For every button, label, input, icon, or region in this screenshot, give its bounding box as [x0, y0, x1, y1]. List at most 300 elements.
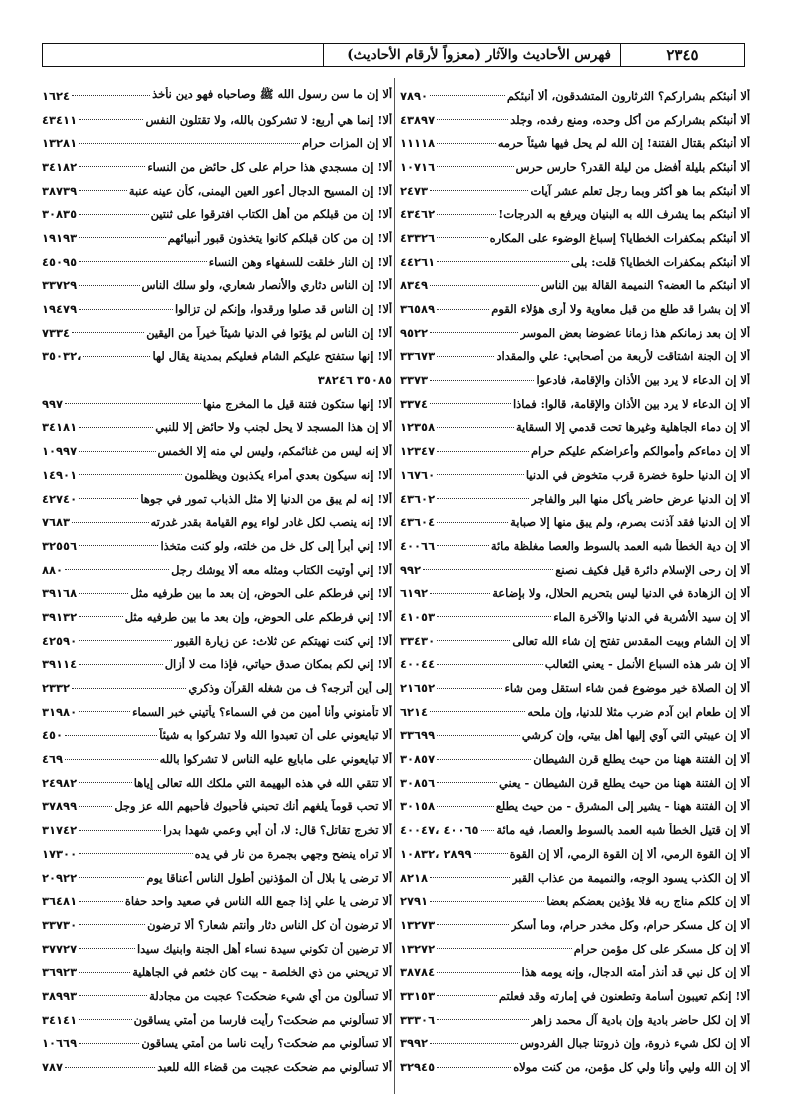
index-entry: [400, 108, 750, 132]
index-entry: [400, 368, 750, 392]
hadith-number: ١٩١٩٣: [42, 230, 78, 245]
hadith-text: ألا! إن الناس قد صلوا ورقدوا، وإنكم لن تزالوا: [174, 302, 392, 317]
hadith-number: ٣٣٧٢٩: [42, 278, 78, 293]
hadith-text: ألا إن الدعاء لا يرد بين الأذان والإقامة، قالوا: فماذا: [512, 396, 750, 411]
hadith-number: ٣٩٩٢: [400, 1036, 429, 1051]
leader-dots: [437, 451, 529, 452]
leader-dots: [430, 190, 528, 191]
leader-dots: [79, 1043, 139, 1044]
leader-dots: [437, 924, 509, 925]
index-entry: [42, 747, 392, 771]
leader-dots: [79, 190, 127, 191]
leader-dots: [65, 1067, 155, 1068]
index-entry: [400, 463, 750, 487]
hadith-number: ٣٨٩٩٣: [42, 988, 78, 1003]
index-entry: [400, 345, 750, 369]
hadith-number: ٦٢١٤: [400, 704, 429, 719]
hadith-number: ١٢٣٤٧: [400, 444, 436, 459]
index-entry: [42, 297, 392, 321]
hadith-text: ألا إن ما سن رسول الله ﷺ وصاحباه فهو دين نأخذ: [152, 87, 392, 102]
index-entry: [42, 1055, 392, 1079]
index-entry: [400, 558, 750, 582]
leader-dots: [79, 285, 139, 286]
hadith-text: ألا! إني لكم بمكان صدق حياتي، فإذا مت لا أزال: [164, 657, 392, 672]
index-entry: [400, 1008, 750, 1032]
index-entry: [400, 700, 750, 724]
leader-dots: [430, 1043, 518, 1044]
hadith-text: ألا تسألوني مم ضحكت عجبت من قضاء الله للعبد: [157, 1060, 392, 1075]
hadith-text: ألا! إن مسجدي هذا حرام على كل حائض من النساء: [147, 159, 392, 174]
index-entry: [400, 984, 750, 1008]
hadith-number: ٣٩١٣٢: [42, 609, 78, 624]
hadith-number: ٣٣٧٣٠: [42, 917, 78, 932]
hadith-number: ٤٣٤٦٢: [400, 207, 436, 222]
hadith-text: ألا! إني كنت نهيتكم عن ثلاث: عن زيارة القبور: [173, 633, 392, 648]
hadith-number: ٣٨٧٣٩: [42, 183, 78, 198]
leader-dots: [437, 1067, 511, 1068]
leader-dots: [79, 806, 112, 807]
hadith-number: ١٩٤٧٩: [42, 302, 78, 317]
leader-dots: [437, 143, 496, 144]
leader-dots: [72, 332, 144, 333]
leader-dots: [72, 95, 150, 96]
hadith-number: ٣١٩٨٠: [42, 704, 78, 719]
leader-dots: [437, 119, 508, 120]
hadith-text: ألا إن بشرا قد طلع من قبل معاوية ولا أرى هؤلاء القوم: [491, 302, 750, 317]
leader-dots: [79, 616, 123, 617]
index-entry: [400, 155, 750, 179]
hadith-number: ٣١٧٤٢: [42, 823, 78, 838]
hadith-number: ١٧٣٠٠: [42, 846, 78, 861]
hadith-number: ٣٠٨٥٦: [400, 775, 436, 790]
hadith-text: ألا! إنه لم يبق من الدنيا إلا مثل الذباب تمور في جوها: [140, 491, 392, 506]
hadith-text: ألا! إنه ينصب لكل غادر لواء يوم القيامة بقدر غدرته: [150, 515, 392, 530]
hadith-number: ١٦٧٦٠: [400, 467, 436, 482]
hadith-text: ألا إن المزات حرام: [301, 136, 392, 151]
index-entry: [400, 510, 750, 534]
hadith-number: ٤٣٦٠٢: [400, 491, 436, 506]
index-entry: [42, 842, 392, 866]
hadith-number: ٤٦٩: [42, 752, 64, 767]
hadith-text: ألا إن الدعاء لا يرد بين الأذان والإقامة، فادعوا: [536, 373, 750, 388]
index-entry: [42, 226, 392, 250]
hadith-text: ألا! إني فرطكم على الحوض، وإن بعد ما بين طرفيه مثل: [124, 609, 392, 624]
hadith-text: ألا إن دية الخطأ شبه العمد بالسوط والعصا مغلظة مائة: [490, 538, 750, 553]
leader-dots: [79, 214, 149, 215]
hadith-text: ألا تبايعوني على مابايع عليه الناس لا تشركوا بالله: [159, 752, 392, 767]
hadith-number: ٤٣٣٢٦: [400, 230, 436, 245]
index-entry: [42, 653, 392, 677]
hadith-number: ٨٢١٨: [400, 870, 429, 885]
index-entry: [400, 439, 750, 463]
leader-dots: [437, 261, 569, 262]
hadith-number: ٦١٩٢: [400, 586, 429, 601]
leader-dots: [437, 545, 489, 546]
leader-dots: [79, 143, 300, 144]
hadith-text: ألا أنبئكم ما العضه؟ النميمة القالة بين الناس: [540, 278, 750, 293]
hadith-number: ٤٢٥٩٠: [42, 633, 78, 648]
hadith-text: ألا أنبئكم بشراركم؟ الثرثارون المتشدقون، ألا أنبئكم: [506, 88, 750, 103]
index-entry: [400, 202, 750, 226]
leader-dots: [437, 806, 494, 807]
hadith-text: ألا إن قتيل الخطأ شبه العمد بالسوط والعصا، فيه مائة: [496, 823, 750, 838]
leader-dots: [79, 782, 132, 783]
hadith-text: إلى أين أترجه؟ ف من شغله القرآن وذكري: [188, 681, 392, 696]
hadith-number: ٣٣٦٧٣: [400, 349, 436, 364]
hadith-number: ٤١٠٥٣: [400, 609, 436, 624]
hadith-number: ٣٣٧٤: [400, 396, 429, 411]
index-entry: [400, 960, 750, 984]
hadith-number: ٣٣١٥٣: [400, 988, 436, 1003]
index-entry: [42, 913, 392, 937]
hadith-number: ١٢٣٥٨: [400, 420, 436, 435]
leader-dots: [79, 1019, 132, 1020]
hadith-text: ألا تراه ينضح وجهي بجمرة من نار في يده: [194, 846, 392, 861]
hadith-number: ٨٣٤٩: [400, 278, 429, 293]
leader-dots: [79, 995, 147, 996]
leader-dots: [430, 403, 511, 404]
leader-dots: [72, 688, 186, 689]
hadith-number: ٢٠٩٢٢: [42, 870, 78, 885]
index-entry: [400, 795, 750, 819]
index-entry: [400, 274, 750, 298]
hadith-number: ٣٦٤٨١: [42, 894, 78, 909]
hadith-number: ٣٣٦٩٩: [400, 728, 436, 743]
hadith-number: ١٤٩٠١: [42, 467, 78, 482]
leader-dots: [437, 427, 514, 428]
leader-dots: [430, 877, 510, 878]
index-entry: [42, 1008, 392, 1032]
leader-dots: [437, 237, 488, 238]
leader-dots: [430, 95, 505, 96]
index-entry: [400, 771, 750, 795]
hadith-number: ٤٣٦٠٤: [400, 515, 436, 530]
index-entry: [400, 913, 750, 937]
hadith-text: ألا ترضى يا علي إذا جمع الله الناس في صعيد واحد حفاة: [124, 894, 392, 909]
index-entry: [42, 274, 392, 298]
hadith-text: ألا! إن الناس دثاري والأنصار شعاري، ولو سلك الناس: [141, 278, 392, 293]
index-entry: [42, 605, 392, 629]
hadith-number: ٤٢٧٤٠: [42, 491, 78, 506]
index-entry: [42, 558, 392, 582]
hadith-text: ألا إن الدنيا حلوة خضرة قرب متخوض في الدنيا: [525, 467, 750, 482]
hadith-text: ألا! إن من قبلكم من أهل الكتاب افترقوا على ثنتين: [150, 207, 392, 222]
index-entry: [400, 84, 750, 108]
hadith-text: ألا! إني أبرأ إلى كل خل من خلته، ولو كنت متخذا: [160, 538, 392, 553]
hadith-text: ألا تريحني من ذي الخلصة - بيت كان خثعم في الجاهلية: [132, 965, 392, 980]
leader-dots: [79, 972, 130, 973]
hadith-text: ألا! إني أوتيت الكتاب ومثله معه ألا يوشك رجل: [171, 562, 392, 577]
hadith-text: ألا إن لكل شيء ذروة، وإن ذروتنا جبال الفردوس: [520, 1036, 750, 1051]
index-entry: [400, 866, 750, 890]
leader-dots: [430, 711, 525, 712]
leader-dots: [79, 498, 138, 499]
index-entry: [42, 416, 392, 440]
hadith-number: ٣٥٠٣٢،: [42, 349, 82, 364]
leader-dots: [79, 664, 163, 665]
hadith-number: ١٣٢٧٣: [400, 917, 436, 932]
leader-dots: [437, 616, 551, 617]
hadith-number: ٢١٦٥٢: [400, 681, 436, 696]
hadith-text: ألا إن الكذب يسود الوجه، والنميمة من عذاب القبر: [511, 870, 750, 885]
leader-dots: [79, 640, 172, 641]
hadith-number: ٤٣٤١١: [42, 112, 78, 127]
hadith-number: ٢٧٩١: [400, 894, 429, 909]
page-header: [42, 43, 745, 67]
hadith-text: ألا! إنه سيكون بعدي أمراء يكذبون ويظلمون: [184, 467, 392, 482]
hadith-number: ٨٨٠: [42, 562, 64, 577]
hadith-number: ٧٨٩٠: [400, 88, 429, 103]
hadith-number: ٣٩١١٤: [42, 657, 78, 672]
hadith-text: ألا إن لكل حاضر بادية وإن بادية آل محمد زاهر: [530, 1012, 750, 1027]
hadith-text: ألا إن الصلاة خير موضوع فمن شاء استقل ومن شاء: [504, 681, 750, 696]
leader-dots: [79, 853, 192, 854]
leader-dots: [79, 261, 207, 262]
index-entry: [42, 889, 392, 913]
index-entry: [400, 534, 750, 558]
hadith-number: ٣٦٥٨٩: [400, 302, 436, 317]
index-entry: [400, 416, 750, 440]
hadith-number: ٣٥٠٨٥ ٣٨٢٤٦: [317, 373, 392, 388]
leader-dots: [79, 309, 173, 310]
hadith-text: ألا ترضين أن تكوني سيدة نساء أهل الجنة وابنيك سيدا: [137, 941, 392, 956]
leader-dots: [79, 593, 128, 594]
page-title: فهرس الأحاديث والآثار (معزواً لأرقام الأحاديث): [323, 44, 621, 66]
leader-dots: [79, 237, 166, 238]
hadith-text: ألا إن طعام ابن آدم ضرب مثلا للدنيا، وإن ملحه: [527, 704, 750, 719]
hadith-text: ألا! إنها ستكون فتنة قيل ما المخرج منها: [203, 396, 392, 411]
hadith-number: ٢٤٧٣: [400, 183, 429, 198]
hadith-text: ألا إن الزهادة في الدنيا ليس بتحريم الحلال، ولا بإضاعة: [492, 586, 750, 601]
hadith-text: ألا إن كل نبي قد أنذر أمته الدجال، وإنه يومه هذا: [521, 965, 750, 980]
hadith-text: ألا إن سيد الأشربة في الدنيا والآخرة الماء: [553, 609, 750, 624]
index-entry: [42, 1032, 392, 1056]
hadith-number: ٣٣٣٠٦: [400, 1012, 436, 1027]
hadith-number: ٤٠٠٦٥ ،٤٠٠٤٧: [400, 823, 479, 838]
hadith-text: ألا إن شر هذه السباع الأنمل - يعني الثعالب: [544, 657, 750, 672]
page-number: ٢٣٤٥: [620, 44, 744, 66]
hadith-text: ألا إن بعد زمانكم هذا زمانا عضوضا بعض الموسر: [520, 325, 750, 340]
index-entry: [42, 724, 392, 748]
hadith-text: ألا إنه ليس من غنائمكم، وليس لي منه إلا الخمس: [157, 444, 392, 459]
index-entry: [42, 463, 392, 487]
leader-dots: [79, 545, 158, 546]
leader-dots: [437, 166, 513, 167]
hadith-number: ٩٩٧: [42, 396, 64, 411]
index-entry: [42, 131, 392, 155]
index-entry: [400, 297, 750, 321]
hadith-text: ألا إن هذا المسجد لا يحل لجنب ولا حائض إلا للنبي: [155, 420, 392, 435]
leader-dots: [437, 474, 524, 475]
leader-dots: [437, 1019, 529, 1020]
index-entry: [42, 155, 392, 179]
index-entry: [42, 937, 392, 961]
hadith-number: ١٣٢٨١: [42, 136, 78, 151]
hadith-number: ٤٠٠٦٦: [400, 538, 436, 553]
index-entry: [42, 629, 392, 653]
hadith-text: ألا! إنما هي أربع: لا تشركون بالله، ولا تقتلون النفس: [145, 112, 392, 127]
leader-dots: [430, 332, 518, 333]
leader-dots: [65, 403, 201, 404]
hadith-text: ألا إن الجنة اشتاقت لأربعة من أصحابي: علي والمقداد: [496, 349, 750, 364]
hadith-number: ٧٦٨٣: [42, 515, 71, 530]
hadith-number: ١٠٩٩٧: [42, 444, 78, 459]
leader-dots: [430, 901, 544, 902]
index-entry: [42, 84, 392, 108]
hadith-number: ٤٥٠٩٥: [42, 254, 78, 269]
hadith-number: ١٦٢٤: [42, 88, 71, 103]
index-entry: [42, 108, 392, 132]
index-entry: [42, 795, 392, 819]
hadith-text: ألا ترضون أن كل الناس دثار وأنتم شعار؟ ألا ترضون: [147, 917, 392, 932]
index-entry: [42, 439, 392, 463]
index-entry: [400, 842, 750, 866]
hadith-text: ألا تأمنوني وأنا أمين من في السماء؟ يأتيني خبر السماء: [132, 704, 392, 719]
hadith-text: ألا إن الفتنة ههنا من حيث يطلع قرن الشيطان - يعني: [498, 775, 750, 790]
hadith-text: ألا! إنها ستفتح عليكم الشام فعليكم بمدينة يقال لها: [152, 349, 392, 364]
index-entry: [42, 534, 392, 558]
leader-dots: [83, 356, 150, 357]
hadith-text: ألا إن كلكم مناج ربه فلا يؤذين بعضكم بعضا: [546, 894, 750, 909]
hadith-number: ٩٥٢٢: [400, 325, 429, 340]
hadith-text: ألا إن كل مسكر حرام، وكل مخدر حرام، وما أسكر: [510, 917, 750, 932]
hadith-number: ٣٧٨٩٩: [42, 799, 78, 814]
index-entry: [42, 368, 392, 392]
leader-dots: [430, 285, 539, 286]
leader-dots: [65, 735, 157, 736]
index-entry: [42, 984, 392, 1008]
index-entry: [42, 960, 392, 984]
leader-dots: [437, 995, 497, 996]
column-divider: [394, 78, 395, 1094]
hadith-text: ألا إن الدنيا عرض حاضر يأكل منها البر والفاجر: [531, 491, 750, 506]
index-entry: [42, 179, 392, 203]
index-entry: [400, 653, 750, 677]
index-entry: [400, 179, 750, 203]
hadith-text: ألا إن الشام وبيت المقدس تفتح إن شاء الله تعالى: [512, 633, 750, 648]
index-entry: [400, 226, 750, 250]
leader-dots: [65, 759, 158, 760]
index-entry: [400, 392, 750, 416]
hadith-text: ألا أنبئكم بما هو أكثر وبما رجل تعلم عشر آيات: [530, 183, 750, 198]
hadith-text: ألا تتقي الله في هذه البهيمة التي ملكك الله تعالى إياها: [133, 775, 392, 790]
index-entry: [400, 889, 750, 913]
index-entry: [400, 937, 750, 961]
hadith-number: ٣٤١٨٢: [42, 159, 78, 174]
leader-dots: [79, 948, 135, 949]
leader-dots: [437, 522, 508, 523]
index-entry: [400, 629, 750, 653]
hadith-text: ألا تسألوني مم ضحكت؟ رأيت ناسا من أمتي يساقون: [141, 1036, 392, 1051]
hadith-text: ألا أنبئكم بمكفرات الخطايا؟ قلت: بلى: [570, 254, 750, 269]
hadith-text: ألا! إني فرطكم على الحوض، إن بعد ما بين طرفيه مثل: [130, 586, 392, 601]
hadith-number: ٣٣٧٣: [400, 373, 429, 388]
hadith-number: ١٠٧١٦: [400, 159, 436, 174]
hadith-number: ٢٤٩٨٢: [42, 775, 78, 790]
leader-dots: [437, 972, 519, 973]
index-entry: [400, 605, 750, 629]
hadith-number: ٧٨٧: [42, 1060, 64, 1075]
hadith-text: ألا تبايعوني على أن تعبدوا الله ولا تشركوا به شيئاً: [159, 728, 392, 743]
hadith-text: ألا أنبئكم بمكفرات الخطايا؟ إسباغ الوضوء على المكاره: [489, 230, 750, 245]
hadith-text: ألا إن الفتنة ههنا - يشير إلى المشرق - من حيث يطلع: [495, 799, 750, 814]
hadith-number: ٣٠١٥٨: [400, 799, 436, 814]
leader-dots: [474, 853, 508, 854]
index-entry: [400, 250, 750, 274]
leader-dots: [79, 830, 161, 831]
hadith-number: ٣٤١٨١: [42, 420, 78, 435]
leader-dots: [72, 522, 148, 523]
hadith-text: ألا! إن من كان قبلكم كانوا يتخذون قبور أنبيائهم: [167, 230, 392, 245]
hadith-text: ألا أنبئكم بشراركم من أكل وحده، ومنع رفده، وجلد: [510, 112, 750, 127]
hadith-text: ألا إن القوة الرمي، ألا إن القوة الرمي، ألا إن القوة: [509, 846, 750, 861]
hadith-text: ألا! إن المسيح الدجال أعور العين اليمنى، كأن عينه عنبة: [128, 183, 392, 198]
hadith-text: ألا إن دماء الجاهلية وغيرها تحت قدمي إلا السقاية: [515, 420, 750, 435]
hadith-number: ٣٤١٤١: [42, 1012, 78, 1027]
index-entry: [400, 1032, 750, 1056]
leader-dots: [430, 380, 534, 381]
index-entry: [42, 581, 392, 605]
index-entry: [42, 202, 392, 226]
hadith-text: ألا! إن الناس لم يؤتوا في الدنيا شيئاً خيراً من اليقين: [146, 325, 392, 340]
hadith-number: ٣٢٩٤٥: [400, 1060, 436, 1075]
index-entry: [42, 700, 392, 724]
leader-dots: [79, 119, 143, 120]
leader-dots: [437, 688, 502, 689]
hadith-number: ٤٣٨٩٧: [400, 112, 436, 127]
hadith-number: ٣٢٥٥٦: [42, 538, 78, 553]
hadith-number: ٣٣٤٣٠: [400, 633, 436, 648]
hadith-text: ألا أنبئكم بليلة أفضل من ليلة القدر؟ حارس حرس: [515, 159, 750, 174]
index-entry: [42, 676, 392, 700]
index-entry: [42, 345, 392, 369]
hadith-text: ألا أنبئكم بقتال الفتنة! إن الله لم يحل فيها شيئاً حرمه: [497, 136, 750, 151]
index-entry: [400, 724, 750, 748]
index-entry: [42, 250, 392, 274]
hadith-text: ألا إن الفتنة ههنا من حيث يطلع قرن الشيطان: [533, 752, 750, 767]
leader-dots: [430, 593, 490, 594]
hadith-text: ألا تخرج تقاتل؟ قال: لا، أن أبي وعمي شهدا بدرا: [163, 823, 392, 838]
hadith-number: ٩٩٢: [400, 562, 422, 577]
leader-dots: [437, 498, 529, 499]
hadith-number: ٣٩١٦٨: [42, 586, 78, 601]
leader-dots: [79, 427, 153, 428]
hadith-number: ٣٠٨٥٧: [400, 752, 436, 767]
index-entry: [42, 392, 392, 416]
leader-dots: [437, 948, 572, 949]
hadith-number: ٧٣٣٤: [42, 325, 71, 340]
leader-dots: [79, 711, 130, 712]
hadith-text: ألا أنبئكم بما يشرف الله به البنيان ويرفع به الدرجات!: [498, 207, 750, 222]
leader-dots: [437, 214, 496, 215]
hadith-number: ٤٥٠: [42, 728, 64, 743]
leader-dots: [437, 782, 497, 783]
leader-dots: [437, 664, 543, 665]
index-entry: [400, 581, 750, 605]
index-entry: [400, 487, 750, 511]
index-entry: [400, 321, 750, 345]
hadith-text: ألا إن الدنيا فقد آذنت بصرم، ولم يبق منها إلا صبابة: [510, 515, 750, 530]
hadith-number: ٣٨٧٨٤: [400, 965, 436, 980]
hadith-number: ٣٧٧٢٧: [42, 941, 78, 956]
leader-dots: [79, 901, 123, 902]
hadith-number: ٤٤٢٦١: [400, 254, 436, 269]
hadith-number: ١٣٢٧٢: [400, 941, 436, 956]
hadith-text: ألا إن رحى الإسلام دائرة قيل فكيف نصنع: [555, 562, 750, 577]
leader-dots: [65, 569, 169, 570]
leader-dots: [437, 735, 520, 736]
leader-dots: [79, 166, 145, 167]
